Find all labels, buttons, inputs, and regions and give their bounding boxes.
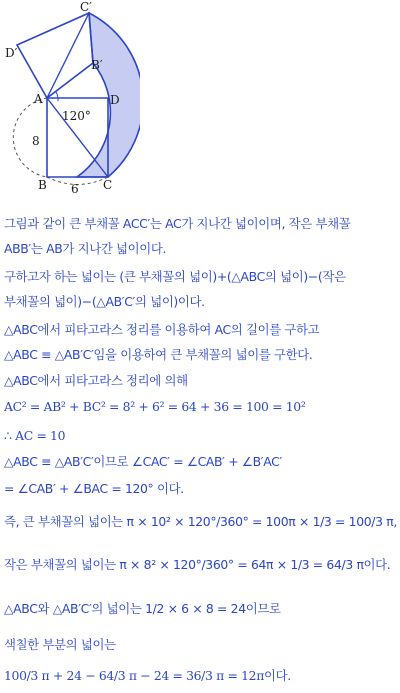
label-c: C bbox=[103, 178, 113, 192]
text-line-3: 구하고자 하는 넓이는 (큰 부채꼴의 넓이)+(△ABC의 넓이)−(작은 bbox=[4, 269, 346, 284]
equation-triangle-area: △ABC와 △AB′C′의 넓이는 1/2 × 6 × 8 = 24이므로 bbox=[4, 601, 281, 616]
text-line-15: 색칠한 부분의 넓이는 bbox=[4, 637, 116, 652]
equation-final: 100/3 π + 24 − 64/3 π − 24 = 36/3 π = 12π이다. bbox=[4, 668, 291, 683]
rotated-rectangle bbox=[17, 13, 93, 98]
label-side-bc: 6 bbox=[71, 182, 79, 196]
text-line-7: △ABC에서 피타고라스 정리에 의해 bbox=[4, 373, 188, 388]
text-line-2: ABB′는 AB가 지나간 넓이이다. bbox=[4, 241, 167, 256]
label-c-prime: C′ bbox=[80, 0, 92, 14]
text-line-4: 부채꼴의 넓이)−(△AB′C′의 넓이)이다. bbox=[4, 294, 205, 309]
equation-pythagoras: AC² = AB² + BC² = 8² + 6² = 64 + 36 = 100 = 10² bbox=[4, 399, 306, 414]
label-d: D bbox=[110, 93, 120, 107]
equation-small-sector: 작은 부채꼴의 넓이는 π × 8² × 120°/360° = 64π × 1/3 = 64/3 π이다. bbox=[4, 557, 391, 572]
text-line-6: △ABC ≡ △AB′C′임을 이용하여 큰 부채꼴의 넓이를 구한다. bbox=[4, 347, 313, 362]
equation-large-sector: 즉, 큰 부채꼴의 넓이는 π × 10² × 120°/360° = 100π × 1/3 = 100/3 π, bbox=[4, 514, 397, 529]
label-side-ab: 8 bbox=[32, 134, 40, 148]
label-b-prime: B′ bbox=[91, 58, 103, 72]
label-b: B bbox=[38, 178, 47, 192]
equation-ac-length: ∴ AC = 10 bbox=[4, 428, 66, 443]
text-line-11: = ∠CAB′ + ∠BAC = 120° 이다. bbox=[4, 481, 184, 496]
angle-arc bbox=[56, 92, 58, 101]
diagonal-ac-prime bbox=[47, 13, 89, 98]
label-angle: 120° bbox=[62, 109, 91, 123]
geometry-figure bbox=[0, 0, 140, 196]
label-d-prime: D′ bbox=[5, 46, 18, 60]
text-line-1: 그림과 같이 큰 부채꼴 ACC′는 AC가 지나간 넓이이며, 작은 부채꼴 bbox=[4, 216, 351, 231]
label-a: A bbox=[34, 92, 43, 106]
text-line-5: △ABC에서 피타고라스 정리를 이용하여 AC의 길이를 구하고 bbox=[4, 322, 320, 337]
text-line-10: △ABC ≡ △AB′C′이므로 ∠CAC′ = ∠CAB′ + ∠B′AC′ bbox=[4, 454, 282, 469]
dashed-arc bbox=[13, 98, 47, 177]
